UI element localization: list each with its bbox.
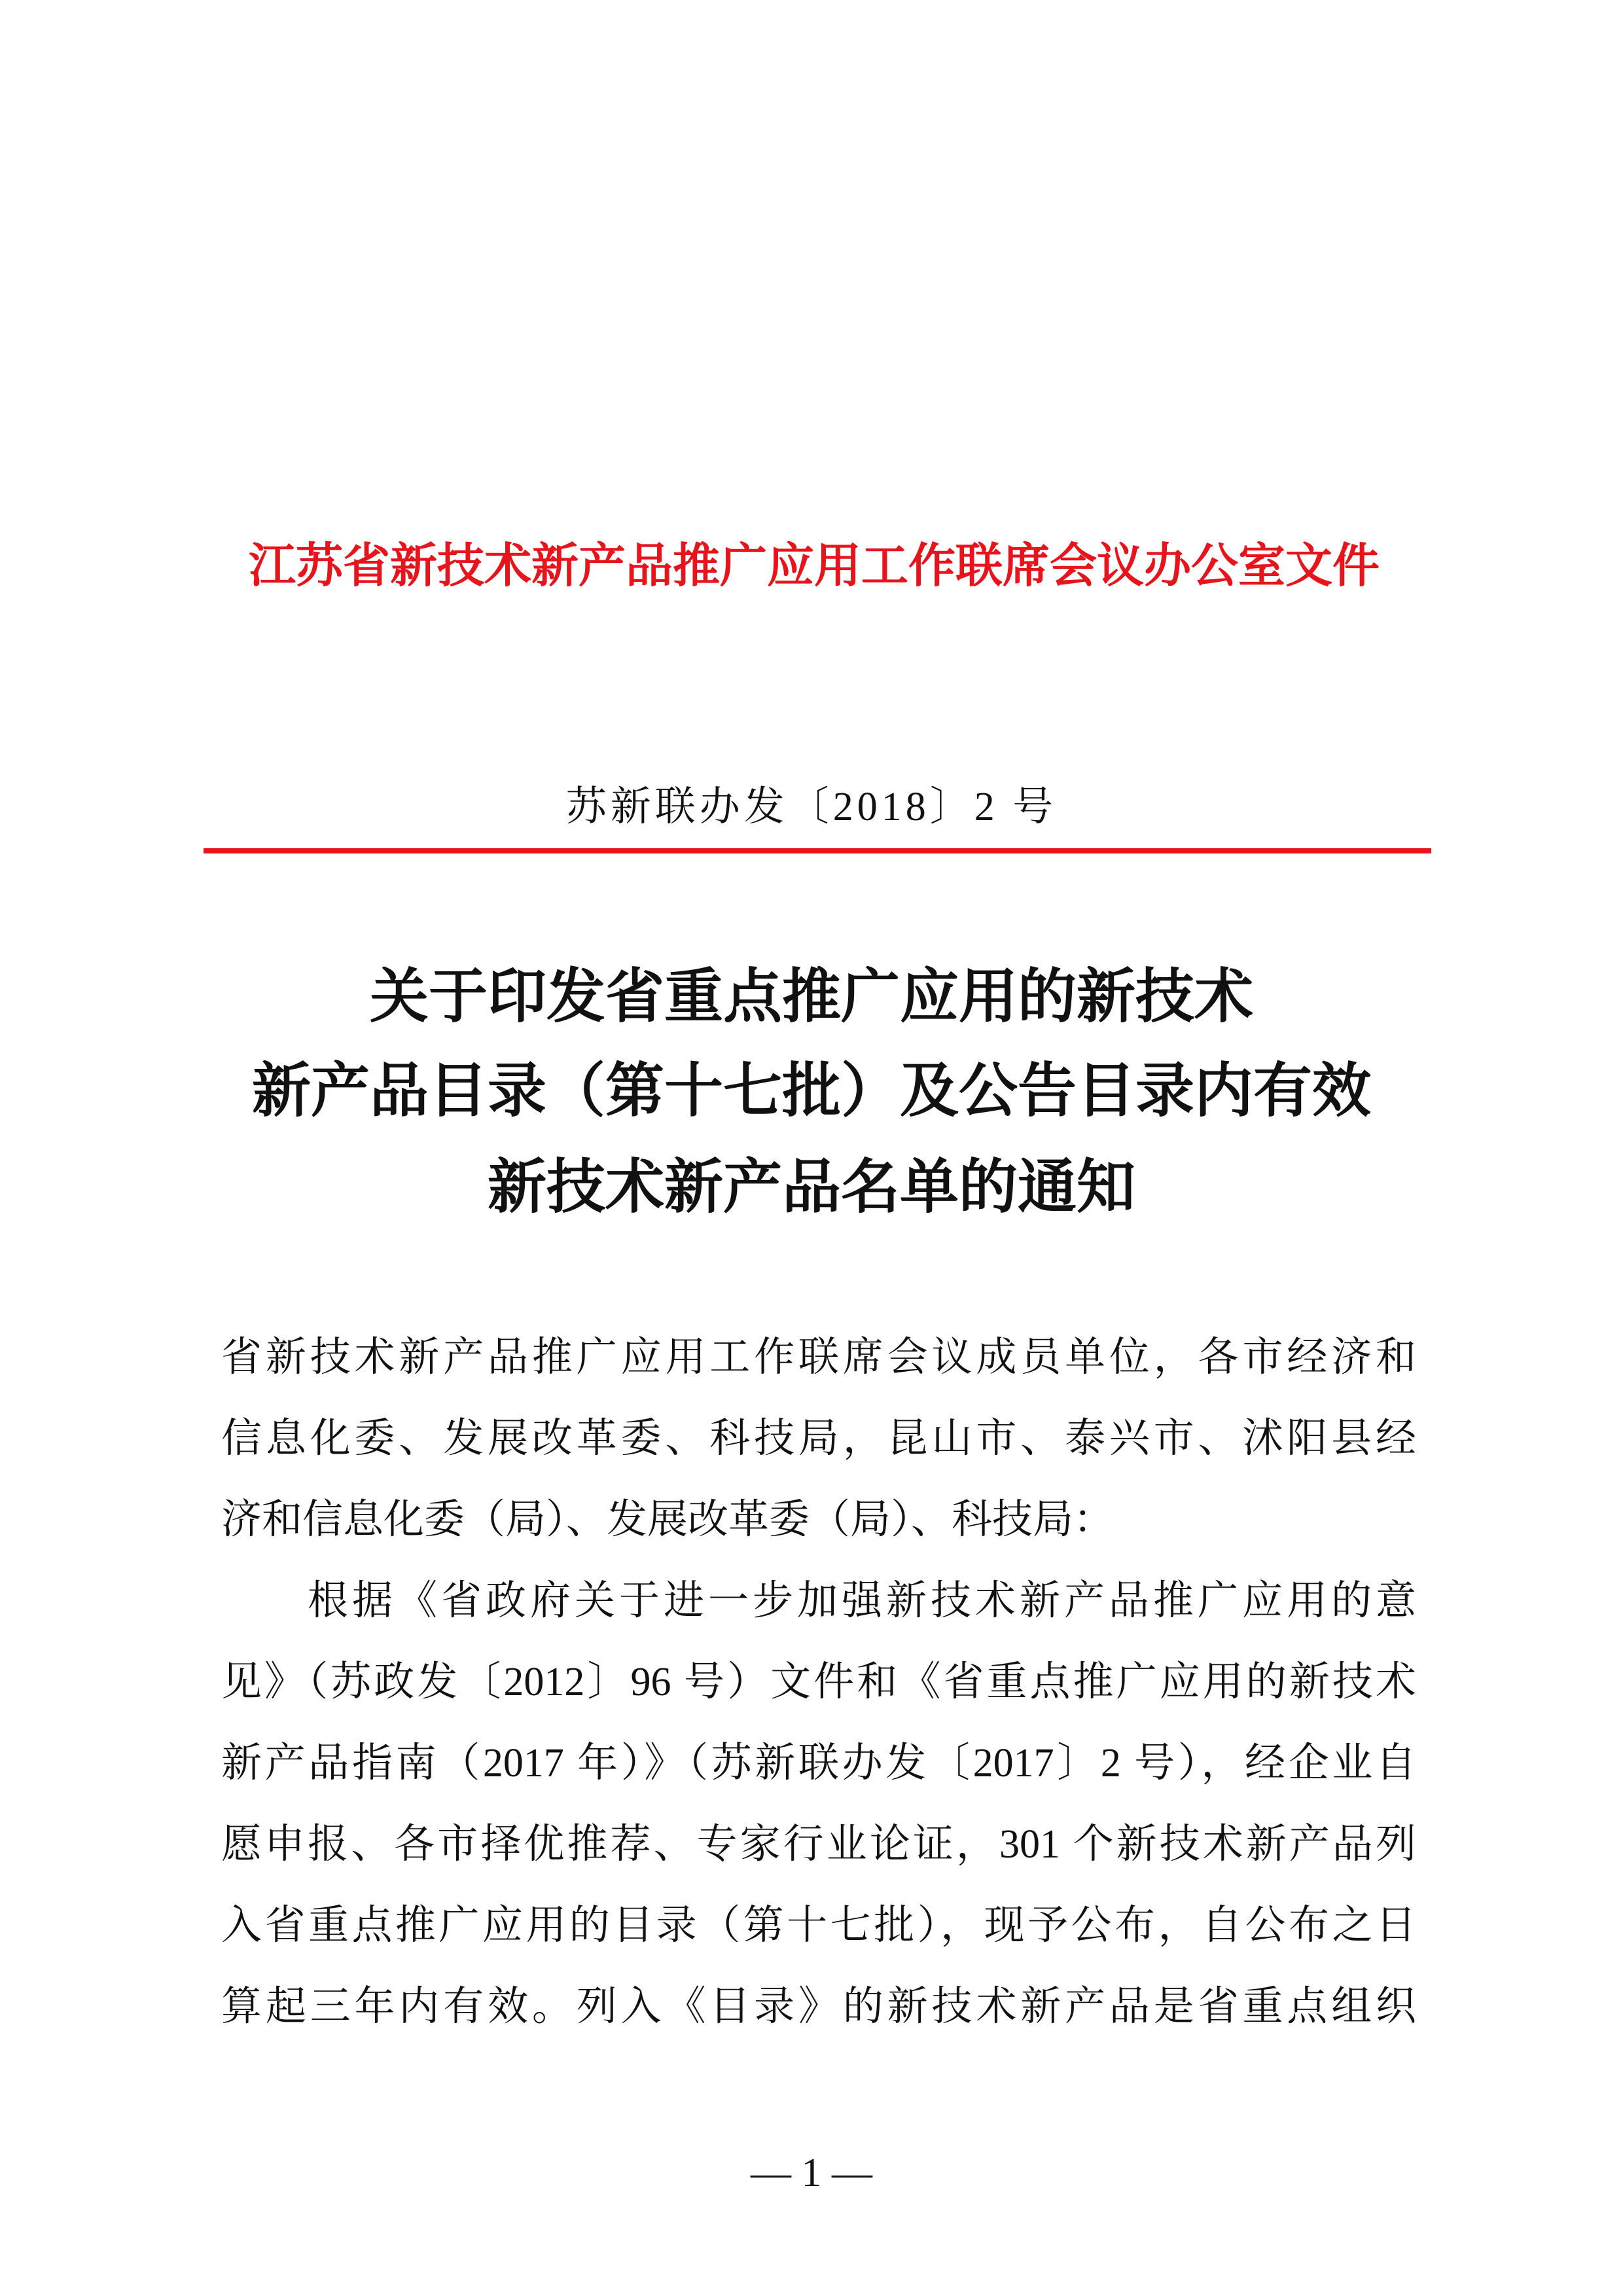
body-line-9: 算起三年内有效。列入《目录》的新技术新产品是省重点组织 (221, 1984, 1416, 2029)
page-number: — 1 — (751, 2151, 872, 2195)
issuer-header-text: 江苏省新技术新产品推广应用工作联席会议办公室文件 (248, 540, 1380, 592)
body-line-4: 根据《省政府关于进一步加强新技术新产品推广应用的意 (308, 1579, 1416, 1623)
body-line-1: 省新技术新产品推广应用工作联席会议成员单位，各市经济和 (221, 1335, 1416, 1380)
body-line-5: 见》（苏政发〔2012〕96 号）文件和《省重点推广应用的新技术 (221, 1660, 1416, 1704)
notice-title-line-2: 新产品目录（第十七批）及公告目录内有效 (252, 1059, 1371, 1124)
body-line-3: 济和信息化委（局）、发展改革委（局）、科技局： (221, 1498, 1115, 1542)
body-line-7: 愿申报、各市择优推荐、专家行业论证，301 个新技术新产品列 (221, 1822, 1416, 1867)
issuer-header-title (219, 524, 1410, 609)
red-divider-line (204, 848, 1431, 853)
body-line-8: 入省重点推广应用的目录（第十七批），现予公布，自公布之日 (221, 1903, 1416, 1948)
body-line-2: 信息化委、发展改革委、科技局，昆山市、泰兴市、沭阳县经 (221, 1416, 1416, 1461)
body-line-6: 新产品指南（2017 年）》（苏新联办发〔2017〕2 号），经企业自 (221, 1741, 1416, 1785)
notice-title-line-1: 关于印发省重点推广应用的新技术 (370, 965, 1253, 1030)
document-number: 苏新联办发〔2018〕2 号 (565, 785, 1058, 829)
notice-title-line-3: 新技术新产品名单的通知 (488, 1155, 1135, 1220)
